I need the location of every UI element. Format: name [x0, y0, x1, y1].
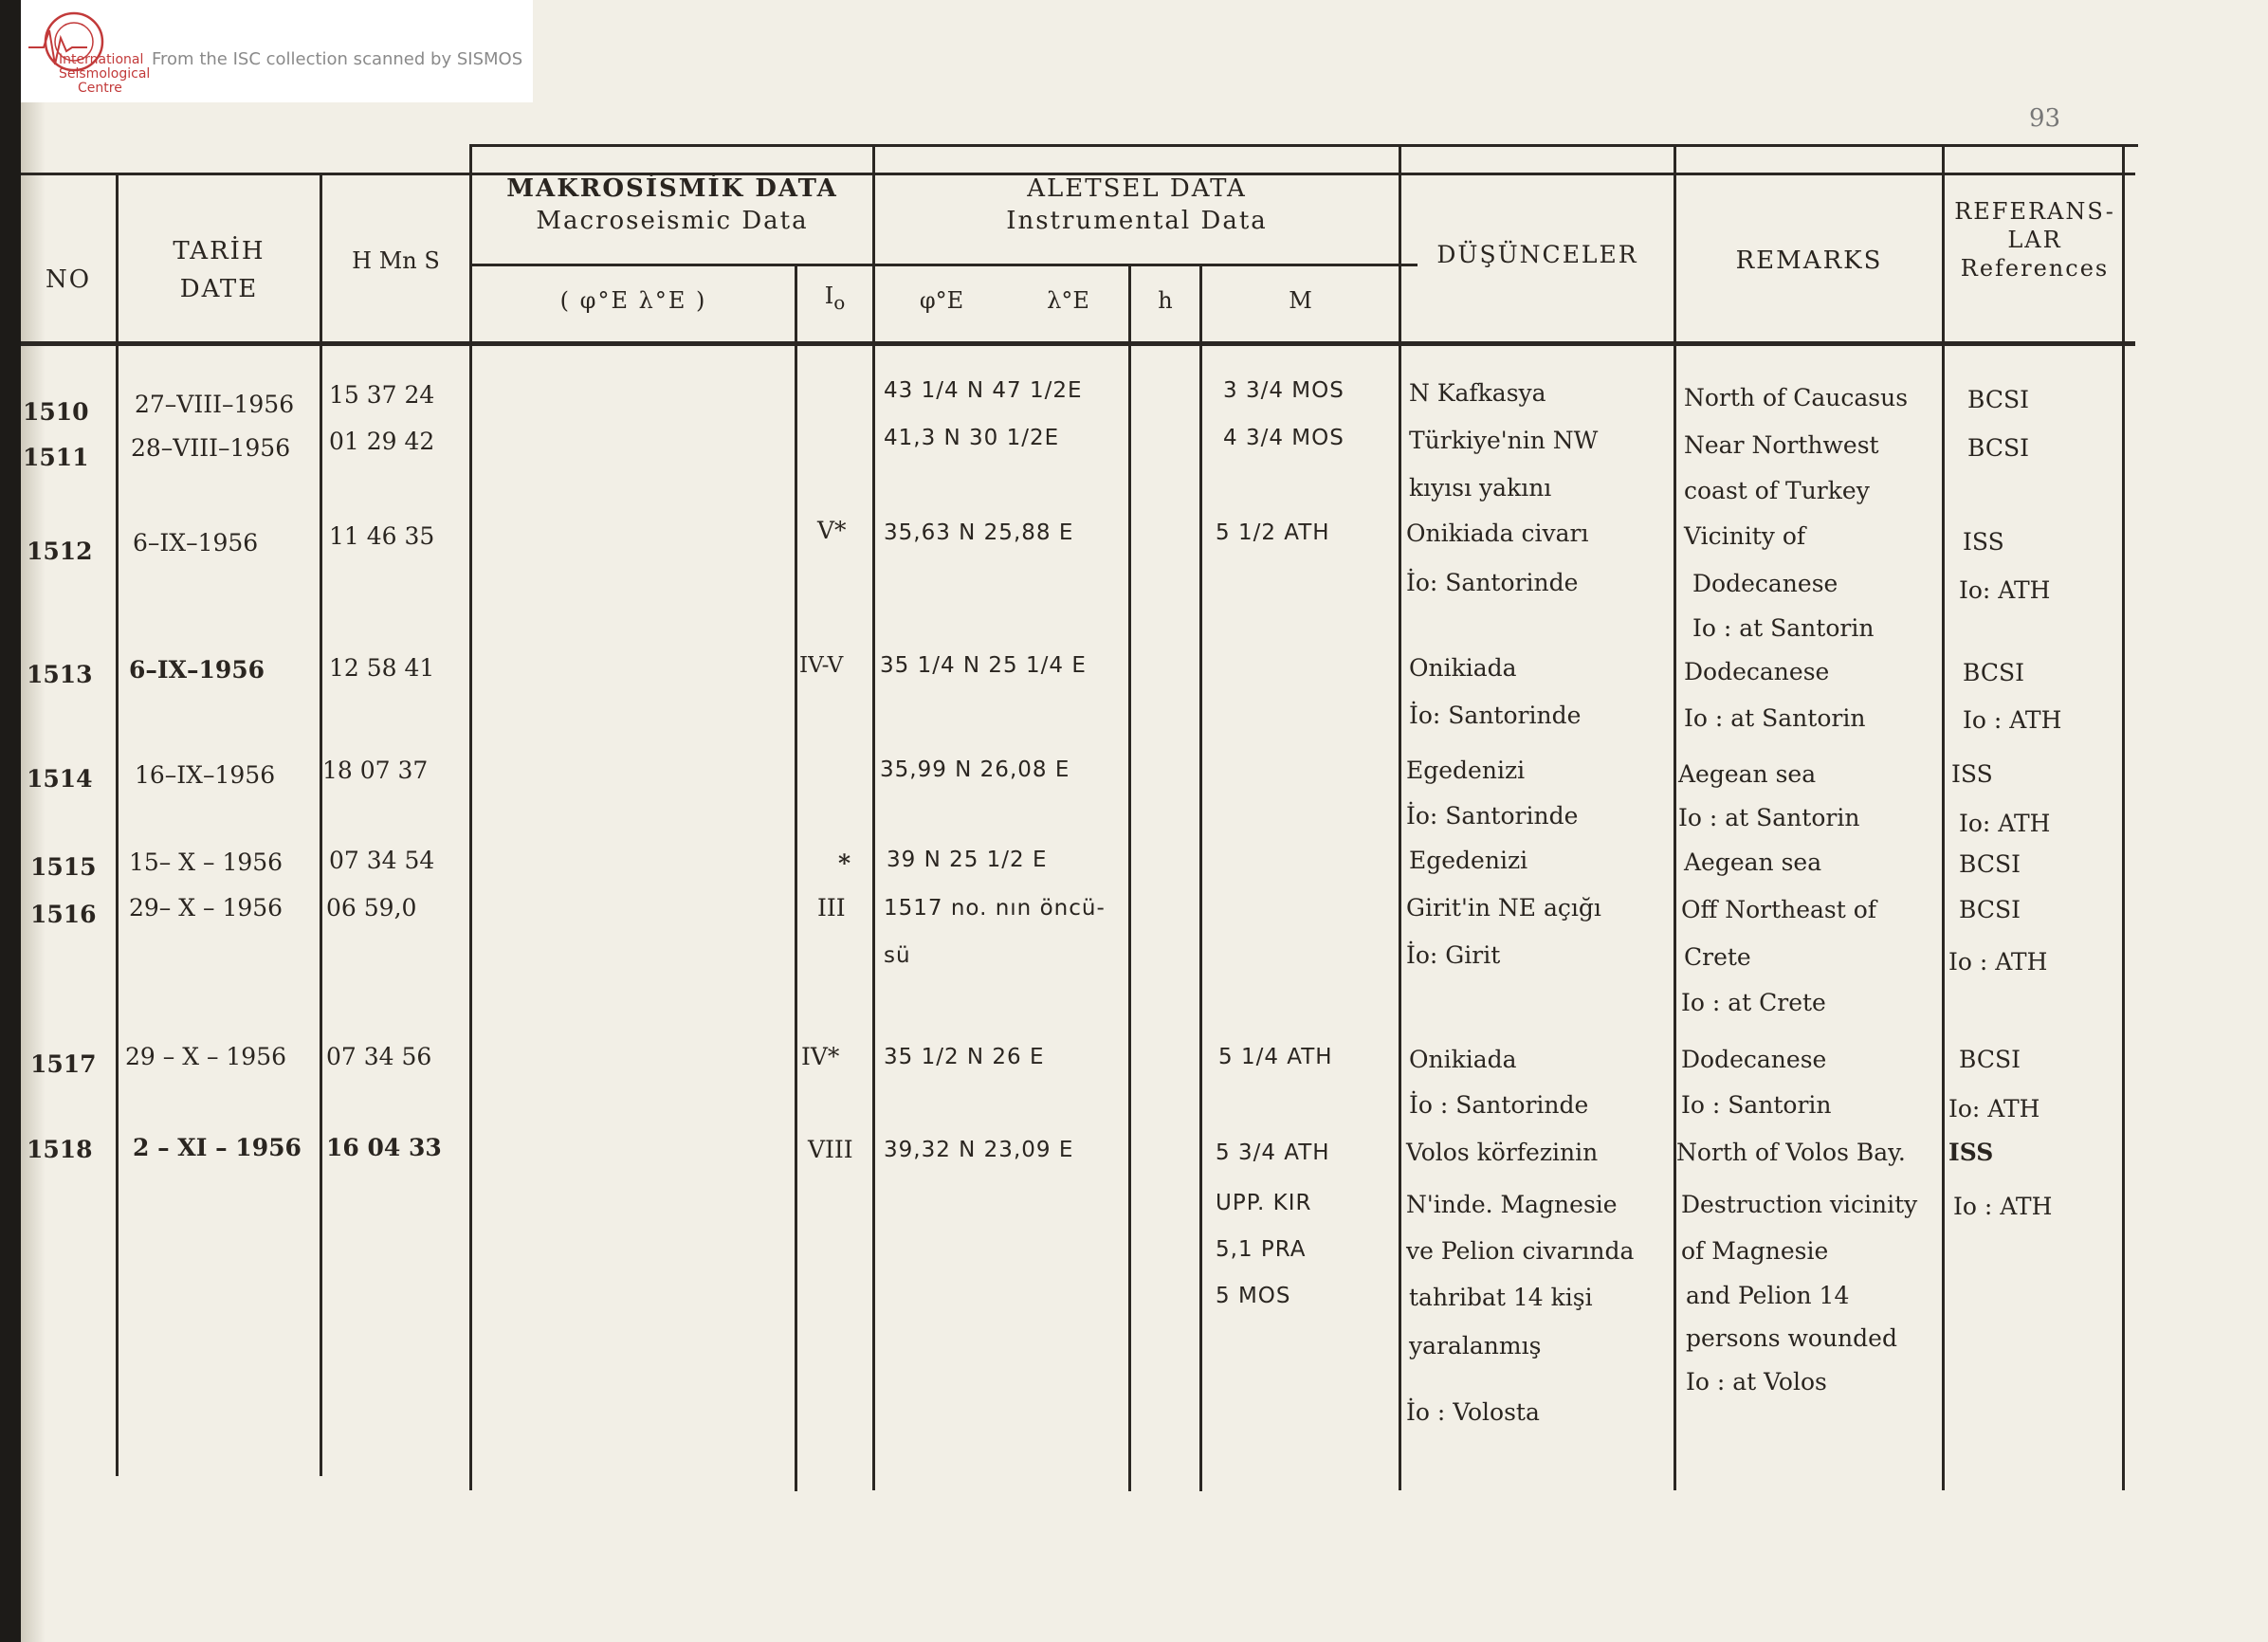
- row-magnitude: 5 1/4 ATH: [1218, 1045, 1333, 1069]
- col-divider-date: [320, 173, 322, 1476]
- row-coords: 35 1/2 N 26 E: [884, 1045, 1045, 1069]
- row-reference: ISS: [1963, 528, 2004, 556]
- table-top-rule-right: [469, 144, 2138, 147]
- col-divider-macro: [795, 264, 797, 1491]
- row-remark-en: coast of Turkey: [1684, 477, 1870, 504]
- row-comment-tr: ve Pelion civarında: [1406, 1237, 1635, 1265]
- row-coords: 39 N 25 1/2 E: [887, 848, 1048, 872]
- header-dusunceler: DÜŞÜNCELER: [1436, 241, 1638, 268]
- page-number: 93: [2029, 104, 2061, 133]
- header-date-tr: TARİH: [173, 237, 265, 265]
- header-instr-lon: λ°E: [1047, 287, 1089, 314]
- row-time: 18 07 37: [322, 757, 429, 784]
- row-reference: Io : ATH: [1963, 706, 2062, 734]
- row-comment-tr: N'inde. Magnesie: [1406, 1191, 1618, 1218]
- row-remark-en: Dodecanese: [1681, 1046, 1827, 1073]
- row-coords: 35 1/4 N 25 1/4 E: [880, 653, 1087, 678]
- row-reference: BCSI: [1959, 896, 2021, 923]
- row-remark-en: persons wounded: [1686, 1324, 1897, 1352]
- row-date: 2 – XI – 1956: [133, 1134, 302, 1161]
- header-instr-tr: ALETSEL DATA: [1027, 174, 1247, 203]
- book-spine-shadow: [0, 0, 21, 1642]
- row-remark-en: Io : at Santorin: [1684, 704, 1866, 732]
- col-divider-io: [872, 144, 875, 1490]
- row-comment-tr: Girit'in NE açığı: [1406, 894, 1601, 921]
- row-reference: Io: ATH: [1959, 576, 2051, 604]
- row-comment-tr: Egedenizi: [1409, 847, 1528, 874]
- header-io-letter: I: [824, 283, 834, 309]
- col-divider-m: [1399, 144, 1401, 1490]
- row-magnitude: 5,1 PRA: [1216, 1237, 1307, 1262]
- row-intensity: V*: [817, 517, 847, 544]
- logo-line-2: Seismological: [59, 66, 151, 82]
- header-ref-tr-1: REFERANS-: [1954, 198, 2115, 225]
- row-comment-tr: İo : Santorinde: [1409, 1091, 1589, 1119]
- row-remark-en: Io : at Volos: [1686, 1368, 1827, 1396]
- row-comment-tr: İo: Santorinde: [1409, 702, 1582, 729]
- row-comment-tr: İo: Santorinde: [1406, 569, 1579, 596]
- row-reference: BCSI: [1963, 659, 2024, 686]
- row-comment-tr: İo: Girit: [1406, 941, 1501, 969]
- col-divider-tr: [1674, 144, 1676, 1490]
- header-macro-tr: MAKROSİSMİK DATA: [506, 174, 838, 203]
- row-coords-cont: sü: [884, 943, 911, 968]
- row-number: 1515: [30, 853, 97, 881]
- row-reference: BCSI: [1959, 1046, 2021, 1073]
- header-bottom-rule: [21, 341, 2135, 346]
- row-reference: ISS: [1948, 1139, 1994, 1166]
- row-remark-en: Near Northwest: [1684, 431, 1879, 459]
- header-ref-tr-2: LAR: [2007, 227, 2062, 253]
- row-number: 1516: [30, 901, 97, 928]
- row-intensity: VIII: [808, 1136, 853, 1163]
- page-gutter: [21, 0, 46, 1642]
- row-date: 15– X – 1956: [129, 848, 284, 876]
- row-number: 1517: [30, 1050, 97, 1078]
- row-magnitude: 5 MOS: [1216, 1284, 1291, 1308]
- col-divider-time: [469, 144, 472, 1490]
- row-number: 1513: [27, 661, 93, 688]
- row-comment-tr: İo : Volosta: [1406, 1398, 1540, 1426]
- col-divider-h: [1199, 264, 1202, 1491]
- row-magnitude: UPP. KIR: [1216, 1191, 1312, 1215]
- row-comment-tr: İo: Santorinde: [1406, 802, 1579, 830]
- header-m: M: [1289, 287, 1312, 314]
- row-remark-en: North of Caucasus: [1684, 384, 1909, 411]
- row-intensity: III: [817, 894, 846, 921]
- row-remark-en: Dodecanese: [1692, 570, 1838, 597]
- col-divider-en: [1942, 144, 1945, 1490]
- row-date: 16–IX–1956: [135, 761, 276, 789]
- col-divider-coords: [1128, 264, 1131, 1491]
- row-time: 15 37 24: [329, 381, 435, 409]
- row-date: 6–IX–1956: [133, 529, 259, 556]
- row-coords: 35,99 N 26,08 E: [880, 757, 1070, 782]
- row-coords: 41,3 N 30 1/2E: [884, 426, 1060, 450]
- row-coords: 1517 no. nın öncü-: [884, 896, 1106, 921]
- row-comment-tr: yaralanmış: [1409, 1332, 1542, 1359]
- col-divider-no: [116, 173, 119, 1476]
- row-comment-tr: kıyısı yakını: [1409, 474, 1552, 502]
- row-coords: 43 1/4 N 47 1/2E: [884, 378, 1083, 403]
- row-remark-en: Vicinity of: [1684, 522, 1806, 550]
- row-comment-tr: Onikiada: [1409, 1046, 1517, 1073]
- row-reference: Io : ATH: [1948, 948, 2048, 976]
- row-coords: 39,32 N 23,09 E: [884, 1138, 1074, 1162]
- row-reference: Io: ATH: [1959, 810, 2051, 837]
- row-comment-tr: N Kafkasya: [1409, 379, 1546, 407]
- row-number: 1510: [23, 398, 89, 426]
- header-date-en: DATE: [179, 275, 259, 303]
- row-remark-en: Aegean sea: [1684, 848, 1822, 876]
- row-remark-en: Io : at Santorin: [1692, 614, 1875, 642]
- row-time: 06 59,0: [326, 894, 417, 921]
- row-reference: ISS: [1951, 760, 1993, 788]
- header-h: h: [1158, 287, 1173, 314]
- row-magnitude: 4 3/4 MOS: [1223, 426, 1344, 450]
- row-date: 27–VIII–1956: [135, 391, 295, 418]
- row-remark-en: Io : Santorin: [1681, 1091, 1832, 1119]
- row-time: 12 58 41: [329, 654, 435, 682]
- row-magnitude: 5 3/4 ATH: [1216, 1140, 1330, 1165]
- row-number: 1511: [23, 444, 89, 471]
- header-instr-en: Instrumental Data: [1006, 207, 1268, 235]
- header-macroseismic: [472, 173, 872, 237]
- row-comment-tr: Türkiye'nin NW: [1409, 427, 1599, 454]
- row-time: 16 04 33: [326, 1134, 442, 1161]
- subheader-rule: [469, 264, 1418, 266]
- row-comment-tr: Onikiada civarı: [1406, 520, 1589, 547]
- row-reference: Io: ATH: [1948, 1095, 2040, 1122]
- header-io-sub: o: [833, 290, 846, 314]
- header-no: NO: [45, 265, 92, 294]
- row-time: 07 34 56: [326, 1043, 432, 1070]
- row-reference: BCSI: [1959, 850, 2021, 878]
- row-magnitude: 3 3/4 MOS: [1223, 378, 1344, 403]
- header-remarks: REMARKS: [1735, 246, 1883, 275]
- row-reference: Io : ATH: [1953, 1193, 2053, 1220]
- row-remark-en: Aegean sea: [1678, 760, 1817, 788]
- row-time: 11 46 35: [329, 522, 435, 550]
- row-date: 6–IX–1956: [129, 656, 265, 684]
- row-remark-en: Off Northeast of: [1681, 896, 1877, 923]
- row-number: 1514: [27, 765, 93, 793]
- row-comment-tr: Volos körfezinin: [1406, 1139, 1599, 1166]
- isc-logo-text: [59, 53, 150, 96]
- row-time: 07 34 54: [329, 847, 435, 874]
- row-remark-en: Io : at Crete: [1681, 989, 1826, 1016]
- row-remark-en: of Magnesie: [1681, 1237, 1829, 1265]
- row-intensity: *: [838, 849, 851, 877]
- row-intensity: IV*: [801, 1043, 840, 1070]
- row-date: 29– X – 1956: [129, 894, 284, 921]
- row-remark-en: Destruction vicinity: [1681, 1191, 1918, 1218]
- header-instr-lat: φ°E: [919, 287, 964, 314]
- row-reference: BCSI: [1967, 434, 2029, 462]
- row-remark-en: Io : at Santorin: [1678, 804, 1860, 831]
- header-macro-en: Macroseismic Data: [536, 207, 809, 235]
- row-intensity: IV-V: [799, 653, 844, 678]
- header-instrumental: [875, 173, 1399, 237]
- row-comment-tr: Egedenizi: [1406, 757, 1526, 784]
- col-divider-ref: [2122, 144, 2125, 1490]
- row-comment-tr: Onikiada: [1409, 654, 1517, 682]
- logo-line-3: Centre: [78, 81, 122, 96]
- header-macro-coords: ( φ°E λ°E ): [559, 287, 707, 314]
- header-date: [119, 235, 320, 305]
- row-time: 01 29 42: [329, 428, 435, 455]
- row-comment-tr: tahribat 14 kişi: [1409, 1284, 1593, 1311]
- row-remark-en: North of Volos Bay.: [1676, 1139, 1906, 1166]
- row-number: 1518: [27, 1136, 93, 1163]
- row-remark-en: Dodecanese: [1684, 658, 1830, 685]
- logo-line-1: International: [59, 52, 144, 67]
- row-reference: BCSI: [1967, 386, 2029, 413]
- row-coords: 35,63 N 25,88 E: [884, 520, 1074, 545]
- header-ref-en: References: [1960, 255, 2110, 282]
- row-remark-en: Crete: [1684, 943, 1751, 971]
- header-time: H Mn S: [352, 247, 440, 274]
- row-date: 29 – X – 1956: [125, 1043, 287, 1070]
- row-remark-en: and Pelion 14: [1686, 1282, 1850, 1309]
- header-io: [797, 283, 872, 314]
- header-references: [1945, 197, 2125, 283]
- scan-caption: From the ISC collection scanned by SISMOS: [152, 49, 523, 69]
- row-date: 28–VIII–1956: [131, 434, 291, 462]
- row-magnitude: 5 1/2 ATH: [1216, 520, 1330, 545]
- row-number: 1512: [27, 538, 93, 565]
